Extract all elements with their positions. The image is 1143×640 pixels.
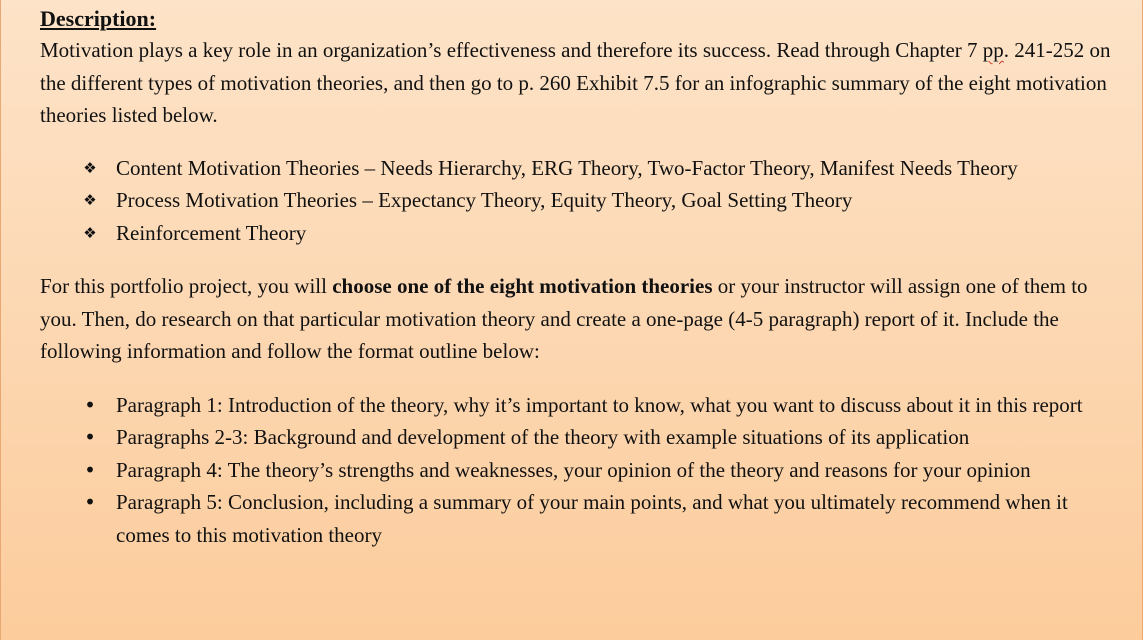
list-item [40, 217, 1120, 250]
list-item-text: Paragraph 1: Introduction of the theory, why it’s important to know, what you want to discuss about it in this report [116, 392, 1083, 417]
instructions-text-2: or your instructor will assign one of them to you. Then, do research on that particular motivation theory and create a one-page (4-5 paragraph) report of it. Include the following information and follow the format outline below: [40, 274, 1088, 363]
instructions-text-1: For this portfolio project, you will [40, 274, 333, 298]
list-item [40, 454, 1120, 487]
list-item-text: Reinforcement Theory [116, 220, 307, 245]
intro-text-1: Motivation plays a key role in an organization’s effectiveness and therefore its success. Read through Chapter 7 [40, 38, 983, 62]
bullet-dot-icon: • [84, 457, 96, 482]
list-item [40, 184, 1120, 217]
list-item [40, 152, 1120, 185]
instructions-paragraph [40, 270, 1120, 368]
bullet-dot-icon: • [84, 425, 96, 449]
diamond-bullet-icon: ❖ [83, 158, 97, 177]
diamond-bullet-icon: ❖ [83, 191, 97, 209]
intro-text-2: . 241-252 on the different types of motivation theories, and then go to p. 260 Exhibit 7.5 for an infographic summary of the eight motivation theories listed below. [40, 38, 1111, 127]
outline-list [40, 389, 1120, 552]
list-item [40, 389, 1120, 422]
list-item-text: Paragraphs 2-3: Background and development of the theory with example situations of its application [116, 425, 970, 449]
list-item-text: Content Motivation Theories – Needs Hierarchy, ERG Theory, Two-Factor Theory, Manifest Needs Theory [116, 155, 1018, 180]
list-item-text: Paragraph 5: Conclusion, including a summary of your main points, and what you ultimately recommend when it comes to this motivation theory [116, 490, 1068, 547]
section-heading: Description: [40, 6, 157, 31]
list-item [40, 486, 1120, 551]
bullet-dot-icon: • [84, 490, 96, 514]
list-item [40, 421, 1120, 454]
instructions-emphasis: choose one of the eight motivation theories [332, 274, 713, 298]
description-section [40, 4, 1120, 551]
list-item-text: Paragraph 4: The theory’s strengths and weaknesses, your opinion of the theory and reasons for your opinion [116, 457, 1031, 482]
theory-list [40, 152, 1120, 250]
list-item-text: Process Motivation Theories – Expectancy Theory, Equity Theory, Goal Setting Theory [116, 188, 853, 212]
diamond-bullet-icon: ❖ [83, 223, 97, 242]
spellcheck-flagged-word[interactable]: pp [982, 38, 1004, 62]
bullet-dot-icon: • [84, 392, 96, 417]
intro-paragraph [40, 34, 1120, 132]
